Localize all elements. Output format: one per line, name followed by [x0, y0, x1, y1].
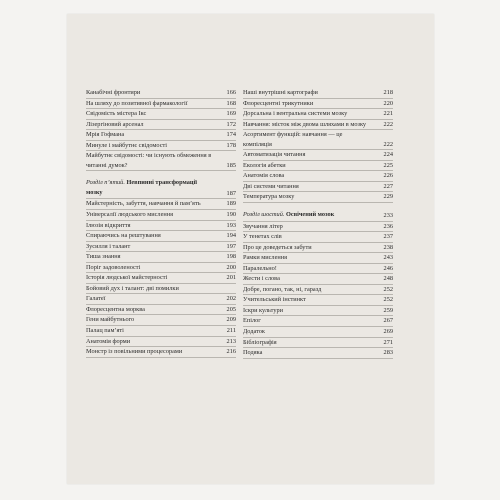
toc-entry: [243, 109, 393, 120]
toc-page-number: 185: [226, 161, 236, 169]
toc-page-number: 205: [226, 305, 236, 313]
toc-entry-title: Додаток: [243, 328, 265, 336]
toc-left-column: [86, 88, 236, 358]
toc-entry: [243, 253, 393, 264]
toc-page-number: 227: [383, 182, 393, 190]
toc-page-number: 172: [226, 120, 236, 128]
toc-entry-title: Подяка: [243, 349, 263, 357]
toc-entry-title: Дорсальна і вентральна системи мозку: [243, 110, 348, 118]
toc-page-number: 178: [226, 141, 236, 149]
toc-entry-title: Асортимент функцій: навчання — це компіляція: [243, 131, 343, 148]
toc-entry: [243, 161, 393, 172]
toc-entry-title: Рамки мислення: [243, 254, 288, 262]
toc-entry-title: Спираючись на рештування: [86, 232, 161, 240]
toc-entry-title: Канабічні фронтири: [86, 89, 141, 96]
toc-entry: [86, 109, 236, 120]
book-page: [67, 14, 434, 484]
toc-entry: [86, 347, 236, 358]
toc-entry: [86, 221, 236, 232]
toc-page-number: 237: [383, 233, 393, 241]
part-title: Невпинні трансформації мозку: [86, 179, 198, 196]
toc-page-number: 267: [383, 317, 393, 325]
toc-page-number: 190: [226, 211, 236, 219]
toc-entry: [243, 150, 393, 161]
toc-page-number: 222: [383, 140, 393, 148]
toc-page-number: 252: [383, 285, 393, 293]
toc-page-number: 222: [383, 120, 393, 128]
toc-entry: [243, 274, 393, 285]
toc-entry-title: Навчання: місток між двома шляхами в мозку: [243, 120, 367, 128]
toc-entry-title: Паралельно!: [243, 264, 277, 272]
toc-entry: [243, 222, 393, 233]
toc-entry-title: Дві системи читання: [243, 182, 299, 190]
toc-entry-title: Лізергіновий арсенал: [86, 120, 144, 128]
toc-entry: [86, 88, 236, 99]
toc-entry: [243, 192, 393, 203]
toc-entry: [243, 182, 393, 193]
toc-page-number: 213: [226, 337, 236, 345]
toc-entry-title: Історія людської майстерності: [86, 274, 168, 282]
toc-entry-title: Анатомія слова: [243, 172, 285, 180]
toc-page-number: 238: [383, 243, 393, 251]
toc-entry: [86, 242, 236, 253]
toc-page-number: 224: [383, 151, 393, 159]
toc-entry: [86, 273, 236, 284]
toc-page-number: 187: [226, 189, 236, 197]
toc-part-heading: [86, 176, 236, 199]
toc-entry-title: Палац пам’яті: [86, 327, 124, 335]
toc-entry-title: Майбутнє свідомості: чи існують обмеження в читанні думок?: [86, 152, 212, 169]
toc-page-number: 246: [383, 264, 393, 272]
toc-page-number: 221: [383, 110, 393, 118]
toc-page-number: 194: [226, 232, 236, 240]
toc-page-number: 168: [226, 99, 236, 107]
toc-entry: [243, 348, 393, 359]
toc-entry-title: Гени майбутнього: [86, 316, 135, 324]
toc-entry-title: Монстр із повільними процесорами: [86, 348, 183, 356]
toc-page-number: 259: [383, 306, 393, 314]
toc-page-number: 269: [383, 328, 393, 336]
toc-page-number: 225: [383, 161, 393, 169]
toc-entry: [243, 316, 393, 327]
toc-entry-title: Бібліографія: [243, 338, 277, 346]
toc-entry-title: Універсалії людського мислення: [86, 211, 173, 219]
toc-page-number: 200: [226, 263, 236, 271]
toc-entry: [86, 337, 236, 348]
toc-page-number: 211: [226, 327, 236, 335]
toc-entry: [86, 120, 236, 131]
toc-entry: [86, 199, 236, 210]
toc-page-number: 229: [383, 193, 393, 201]
toc-page-number: 236: [383, 222, 393, 230]
toc-entry-title: У тенетах слів: [243, 233, 282, 241]
toc-page-number: 202: [226, 295, 236, 303]
toc-entry: [86, 210, 236, 221]
toc-page-number: 243: [383, 254, 393, 262]
toc-page-number: 220: [383, 99, 393, 107]
toc-entry: [243, 327, 393, 338]
toc-page-number: 226: [383, 172, 393, 180]
toc-entry-title: Іскри культури: [243, 306, 283, 314]
toc-entry-title: На шляху до позитивної фармакології: [86, 99, 188, 107]
toc-entry-title: Мрія Гофмана: [86, 131, 125, 139]
toc-entry: [86, 294, 236, 305]
toc-part-title: [86, 178, 218, 197]
toc-entry: [243, 130, 393, 150]
part-label: Розділ п’ятий.: [86, 179, 125, 187]
toc-entry: [243, 99, 393, 110]
toc-entry: [243, 306, 393, 317]
toc-page-number: 189: [226, 200, 236, 208]
toc-entry-title: Про це доведеться забути: [243, 243, 312, 251]
toc-entry-title: Галатеї: [86, 295, 106, 303]
part-label: Розділ шостий.: [243, 211, 285, 219]
toc-entry: [86, 141, 236, 152]
part-title: Освічений мозок: [286, 211, 335, 219]
toc-entry: [243, 88, 393, 99]
toc-entry: [86, 326, 236, 337]
toc-entry: [86, 263, 236, 274]
toc-entry: [86, 231, 236, 242]
toc-entry-title: Добре, погано, так, ні, гаразд: [243, 285, 322, 293]
toc-entry-title: Свідомість містера Ікс: [86, 110, 147, 118]
toc-entry-title: Екологія абетки: [243, 161, 286, 169]
toc-entry: [86, 284, 236, 295]
toc-entry: [243, 295, 393, 306]
toc-page-number: 248: [383, 275, 393, 283]
toc-entry-title: Звучання літер: [243, 222, 283, 230]
toc-entry-title: Бойовий дух і талант: дві помилки: [86, 284, 179, 292]
toc-entry: [243, 171, 393, 182]
toc-entry: [86, 252, 236, 263]
toc-page-number: 201: [226, 274, 236, 282]
toc-entry-title: Температура мозку: [243, 193, 295, 201]
toc-part-heading: [243, 208, 393, 222]
toc-entry-title: Флоресцентна морква: [86, 305, 145, 313]
toc-entry: [243, 120, 393, 131]
toc-page-number: 216: [226, 348, 236, 356]
toc-page-number: 218: [383, 89, 393, 96]
toc-entry-title: Ілюзія відкриття: [86, 221, 131, 229]
toc-page-number: 193: [226, 221, 236, 229]
toc-entry-title: Жести і слова: [243, 275, 280, 283]
toc-entry: [86, 315, 236, 326]
toc-entry: [86, 130, 236, 141]
toc-page-number: 252: [383, 296, 393, 304]
toc-page-number: 169: [226, 110, 236, 118]
toc-page-number: 271: [383, 338, 393, 346]
toc-entry: [243, 338, 393, 349]
toc-entry-title: Анатомія форми: [86, 337, 131, 345]
toc-entry-title: Минуле і майбутнє свідомості: [86, 141, 167, 149]
toc-entry: [243, 243, 393, 254]
toc-entry-title: Автоматизація читання: [243, 151, 306, 159]
toc-entry-title: Зусилля і талант: [86, 242, 131, 250]
toc-entry-title: Наші внутрішні картографи: [243, 89, 318, 96]
toc-entry: [86, 151, 236, 171]
toc-part-title: [243, 210, 375, 220]
toc-entry-title: Флоресцентні трикутники: [243, 99, 314, 107]
toc-page-number: 209: [226, 316, 236, 324]
toc-page-number: 174: [226, 131, 236, 139]
toc-entry-title: Поріг задоволеності: [86, 263, 141, 271]
toc-right-column: [243, 88, 393, 359]
toc-entry-title: Тиша знання: [86, 253, 121, 261]
toc-page-number: 283: [383, 349, 393, 357]
toc-entry: [86, 305, 236, 316]
toc-entry: [86, 99, 236, 110]
toc-entry-title: Учительський інстинкт: [243, 296, 306, 304]
toc-page-number: 197: [226, 242, 236, 250]
toc-page-number: 233: [383, 212, 393, 220]
toc-entry: [243, 264, 393, 275]
toc-page-number: 198: [226, 253, 236, 261]
toc-entry-title: Епілог: [243, 317, 261, 325]
toc-entry: [243, 232, 393, 243]
toc-page-number: 166: [226, 89, 236, 96]
toc-entry: [243, 285, 393, 296]
toc-entry-title: Майстерність, забуття, навчання й пам’ять: [86, 200, 201, 208]
